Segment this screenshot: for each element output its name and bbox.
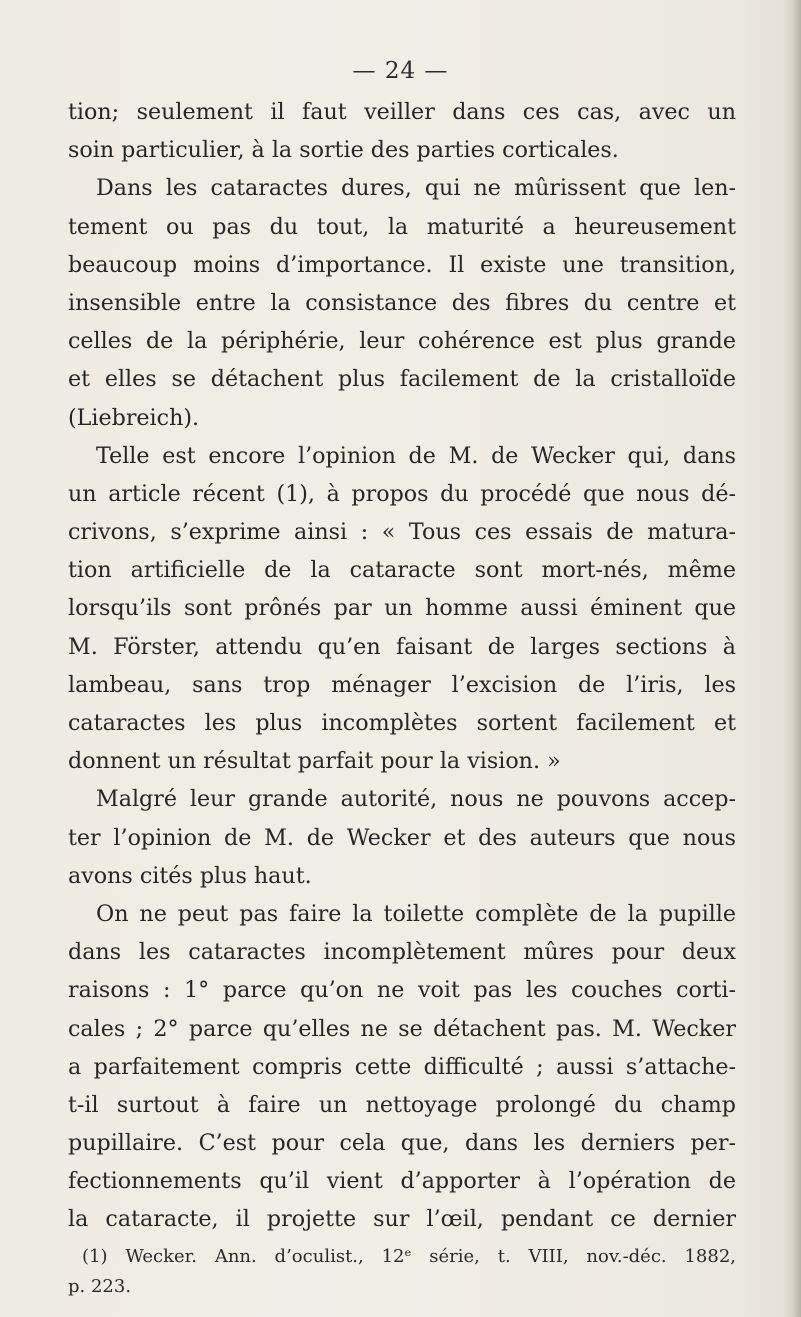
footnote bbox=[68, 1242, 736, 1302]
text-line: fectionnements qu’il vient d’apporter à l’opération de bbox=[68, 1168, 736, 1195]
footnote-line: p. 223. bbox=[68, 1276, 132, 1297]
text-line: beaucoup moins d’importance. Il existe une transition, bbox=[68, 251, 736, 278]
text-line: dans les cataractes incomplètement mûres pour deux bbox=[68, 939, 736, 966]
text-line: a parfaitement compris cette difficulté ; aussi s’attache- bbox=[68, 1053, 736, 1080]
text-line: Telle est encore l’opinion de M. de Wecker qui, dans bbox=[96, 442, 736, 469]
text-line: celles de la périphérie, leur cohérence est plus grande bbox=[68, 328, 736, 355]
text-line: donnent un résultat parfait pour la vision. » bbox=[68, 748, 561, 775]
text-line: tion; seulement il faut veiller dans ces cas, avec un bbox=[68, 99, 736, 125]
text-line: t-il surtout à faire un nettoyage prolongé du champ bbox=[68, 1091, 736, 1118]
text-line: tion artificielle de la cataracte sont mort-nés, même bbox=[68, 557, 736, 584]
text-line: un article récent (1), à propos du procédé que nous dé- bbox=[68, 480, 736, 507]
page-edge-shadow bbox=[783, 0, 801, 1317]
text-line: la cataracte, il projette sur l’œil, pendant ce dernier bbox=[68, 1206, 736, 1233]
text-line: raisons : 1° parce qu’on ne voit pas les couches corti- bbox=[68, 977, 736, 1004]
text-line: pupillaire. C’est pour cela que, dans les derniers per- bbox=[68, 1130, 736, 1157]
text-line: M. Förster, attendu qu’en faisant de larges sections à bbox=[68, 633, 736, 660]
text-line: insensible entre la consistance des fibres du centre et bbox=[68, 289, 736, 316]
text-line: avons cités plus haut. bbox=[68, 862, 312, 889]
text-line: Dans les cataractes dures, qui ne mûrissent que len- bbox=[96, 175, 736, 202]
text-line: Malgré leur grande autorité, nous ne pouvons accep- bbox=[96, 786, 736, 813]
text-line: et elles se détachent plus facilement de la cristalloïde bbox=[68, 366, 736, 393]
text-line: soin particulier, à la sortie des parties corticales. bbox=[68, 137, 619, 164]
text-line: cataractes les plus incomplètes sortent facilement et bbox=[68, 710, 736, 736]
text-line: On ne peut pas faire la toilette complète de la pupille bbox=[96, 900, 736, 927]
text-line: crivons, s’exprime ainsi : « Tous ces essais de matura- bbox=[68, 519, 736, 546]
text-line: (Liebreich). bbox=[68, 404, 200, 431]
text-line: tement ou pas du tout, la maturité a heureusement bbox=[68, 213, 736, 240]
body-text bbox=[68, 93, 736, 1239]
text-line: lorsqu’ils sont prônés par un homme aussi éminent que bbox=[68, 595, 736, 622]
text-line: lambeau, sans trop ménager l’excision de l’iris, les bbox=[68, 671, 736, 698]
footnote-line: (1) Wecker. Ann. d’oculist., 12ᵉ série, t. VIII, nov.-déc. 1882, bbox=[82, 1246, 736, 1267]
text-line: cales ; 2° parce qu’elles ne se détachent pas. M. Wecker bbox=[68, 1015, 736, 1042]
page-number: — 24 — bbox=[352, 58, 449, 84]
text-line: ter l’opinion de M. de Wecker et des auteurs que nous bbox=[68, 824, 736, 851]
